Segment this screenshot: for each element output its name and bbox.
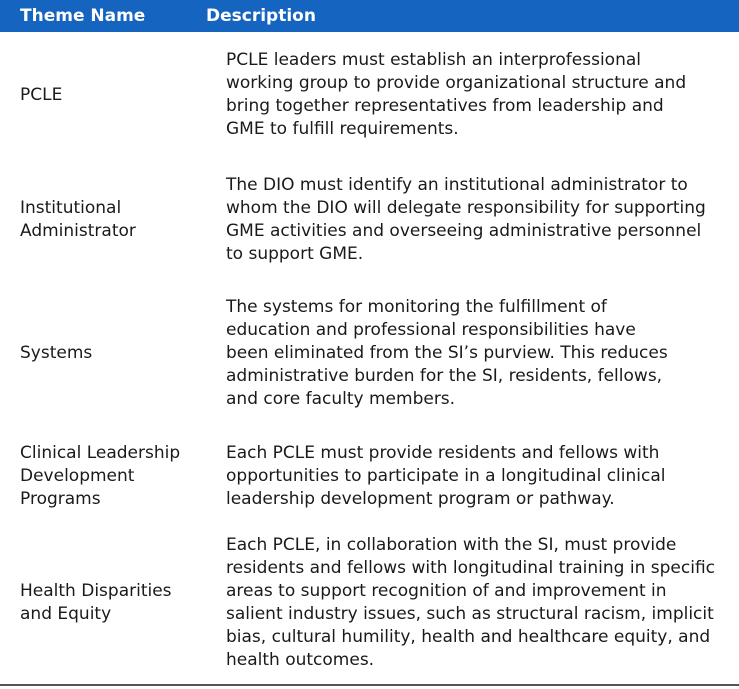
theme-cell <box>0 197 226 243</box>
description-line: areas to support recognition of and improvement in <box>226 581 667 601</box>
table-row <box>0 424 739 528</box>
theme-text: Programs <box>20 488 101 509</box>
table-row <box>0 158 739 282</box>
description-cell <box>226 296 726 411</box>
description-line: and core faculty members. <box>226 388 456 409</box>
description-line: administrative burden for the SI, residents, fellows, <box>226 365 663 386</box>
description-line: Each PCLE must provide residents and fellows with <box>226 442 660 463</box>
description-line: whom the DIO will delegate responsibility for supporting <box>226 198 706 218</box>
description-cell <box>226 534 726 672</box>
table-body <box>0 32 739 678</box>
theme-cell <box>0 342 226 365</box>
description-line: been eliminated from the SI’s purview. This reduces <box>226 342 668 363</box>
description-line: Each PCLE, in collaboration with the SI, must provide <box>226 535 677 555</box>
theme-text: PCLE <box>20 84 63 105</box>
theme-text: Development <box>20 465 135 486</box>
table-row <box>0 32 739 158</box>
theme-cell <box>0 84 226 107</box>
theme-cell <box>0 580 226 626</box>
theme-cell <box>0 442 226 511</box>
description-cell <box>226 442 726 511</box>
description-cell <box>226 49 726 141</box>
table-row <box>0 528 739 678</box>
header-theme-name: Theme Name <box>20 6 146 26</box>
theme-text: Health Disparities <box>20 581 172 601</box>
theme-text: and Equity <box>20 604 112 624</box>
description-line: The DIO must identify an institutional administrator to <box>226 175 688 195</box>
theme-text: Systems <box>20 342 93 363</box>
bottom-rule <box>0 684 739 686</box>
description-line: bring together representatives from leadership and <box>226 96 664 116</box>
description-line: education and professional responsibilities have <box>226 319 636 340</box>
table-row <box>0 282 739 424</box>
description-line: working group to provide organizational structure and <box>226 73 687 93</box>
description-line: residents and fellows with longitudinal training in specific <box>226 558 715 578</box>
theme-text: Clinical Leadership <box>20 442 181 463</box>
description-line: GME activities and overseeing administrative personnel <box>226 221 702 241</box>
theme-text: Administrator <box>20 221 136 241</box>
description-line: The systems for monitoring the fulfillment of <box>226 296 607 317</box>
description-cell <box>226 174 726 266</box>
description-line: GME to fulfill requirements. <box>226 119 459 139</box>
table-header <box>0 0 739 32</box>
theme-text: Institutional <box>20 198 122 218</box>
description-line: opportunities to participate in a longitudinal clinical <box>226 465 666 486</box>
description-line: leadership development program or pathway. <box>226 488 615 509</box>
description-line: bias, cultural humility, health and healthcare equity, and <box>226 627 711 647</box>
description-line: salient industry issues, such as structural racism, implicit <box>226 604 714 624</box>
description-line: health outcomes. <box>226 650 375 670</box>
description-line: PCLE leaders must establish an interprofessional <box>226 50 641 70</box>
header-description: Description <box>206 6 316 26</box>
description-line: to support GME. <box>226 244 364 264</box>
